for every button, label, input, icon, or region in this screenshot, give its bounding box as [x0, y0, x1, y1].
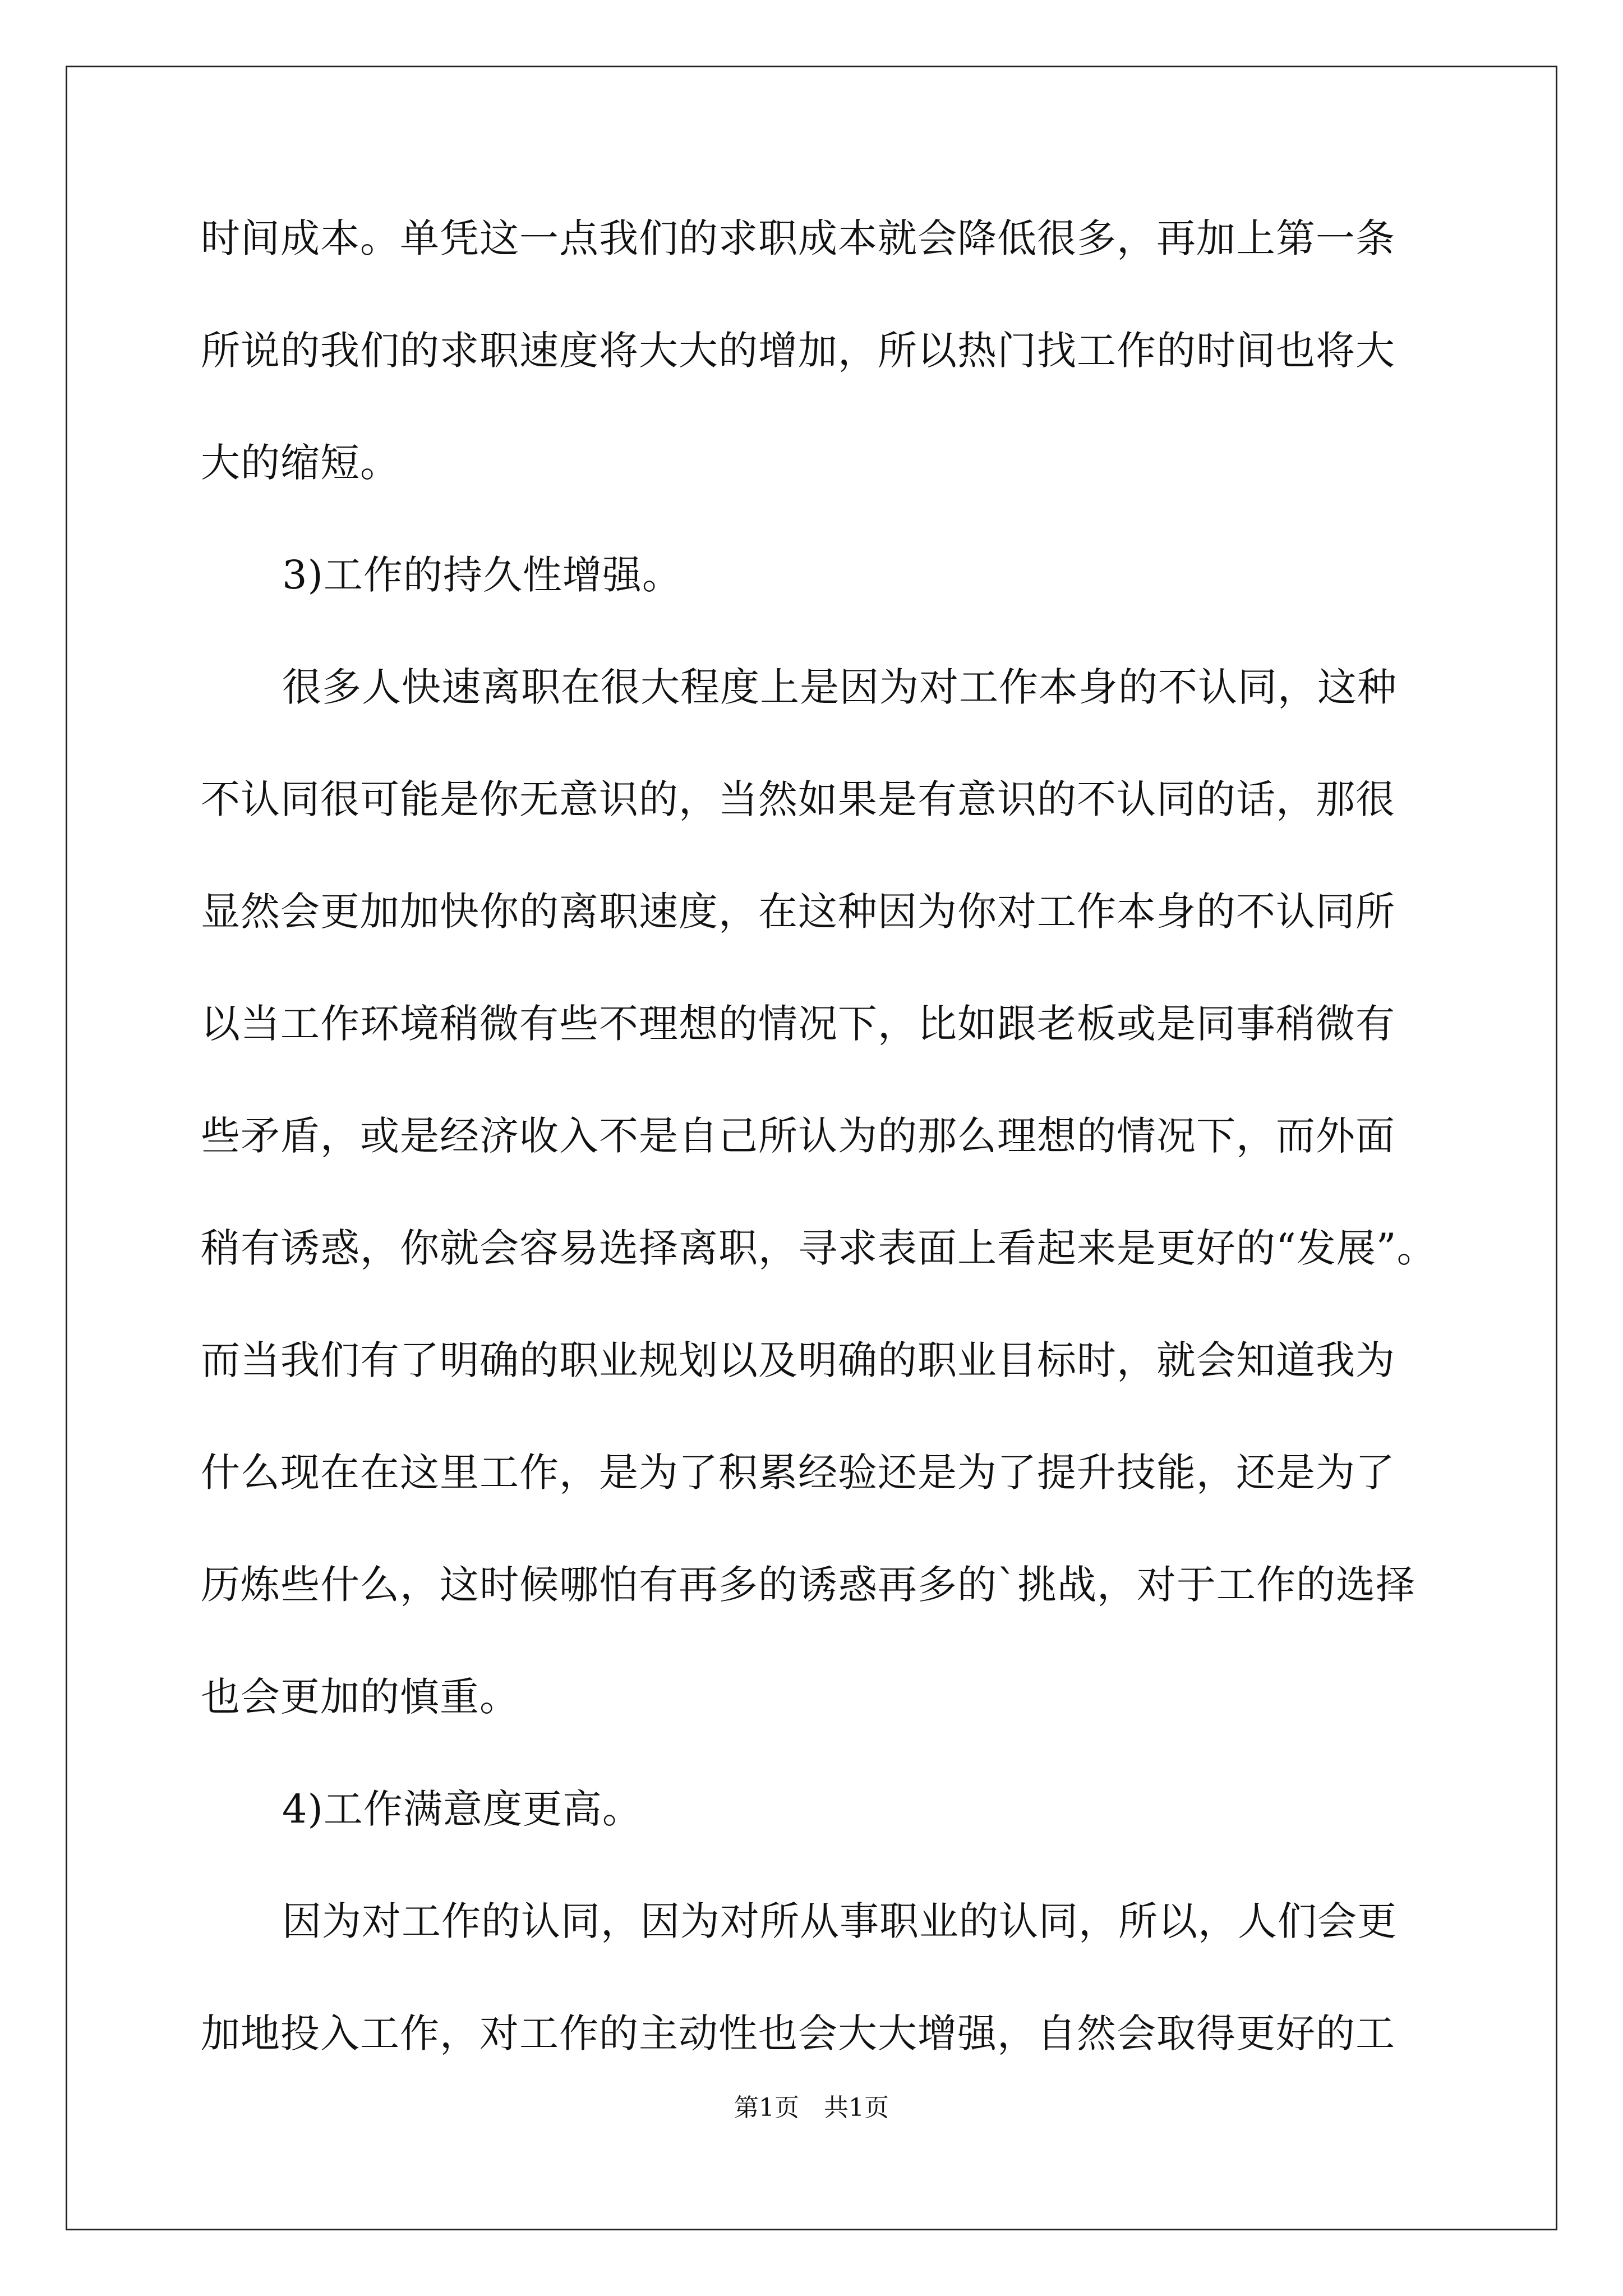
text-line: 因为对工作的认同，因为对所从事职业的认同，所以，人们会更 — [282, 1898, 1397, 1944]
text-line: 显然会更加加快你的离职速度，在这种因为你对工作本身的不认同所 — [201, 889, 1395, 935]
text-line: 也会更加的慎重。 — [201, 1674, 519, 1720]
text-line: 以当工作环境稍微有些不理想的情况下，比如跟老板或是同事稍微有 — [201, 1001, 1395, 1047]
text-line: 很多人快速离职在很大程度上是因为对工作本身的不认同，这种 — [282, 664, 1397, 710]
text-line: 历炼些什么，这时候哪怕有再多的诱惑再多的`挑战，对于工作的选择 — [201, 1562, 1415, 1608]
page-number-footer: 第1页 共1页 — [734, 2093, 889, 2122]
text-line: 时间成本。单凭这一点我们的求职成本就会降低很多，再加上第一条 — [201, 215, 1395, 261]
text-line: 不认同很可能是你无意识的，当然如果是有意识的不认同的话，那很 — [201, 776, 1395, 822]
text-line: 什么现在在这里工作，是为了积累经验还是为了提升技能，还是为了 — [201, 1450, 1395, 1496]
text-line: 加地投入工作，对工作的主动性也会大大增强，自然会取得更好的工 — [201, 2010, 1395, 2056]
section-heading: 4)工作满意度更高。 — [282, 1786, 642, 1832]
text-line: 些矛盾，或是经济收入不是自己所认为的那么理想的情况下，而外面 — [201, 1113, 1395, 1159]
text-line: 所说的我们的求职速度将大大的增加，所以热门找工作的时间也将大 — [201, 328, 1395, 374]
section-heading: 3)工作的持久性增强。 — [282, 552, 682, 598]
text-line: 稍有诱惑，你就会容易选择离职，寻求表面上看起来是更好的“发展”。 — [201, 1225, 1437, 1271]
text-line: 大的缩短。 — [201, 440, 400, 486]
text-line: 而当我们有了明确的职业规划以及明确的职业目标时，就会知道我为 — [201, 1337, 1395, 1383]
